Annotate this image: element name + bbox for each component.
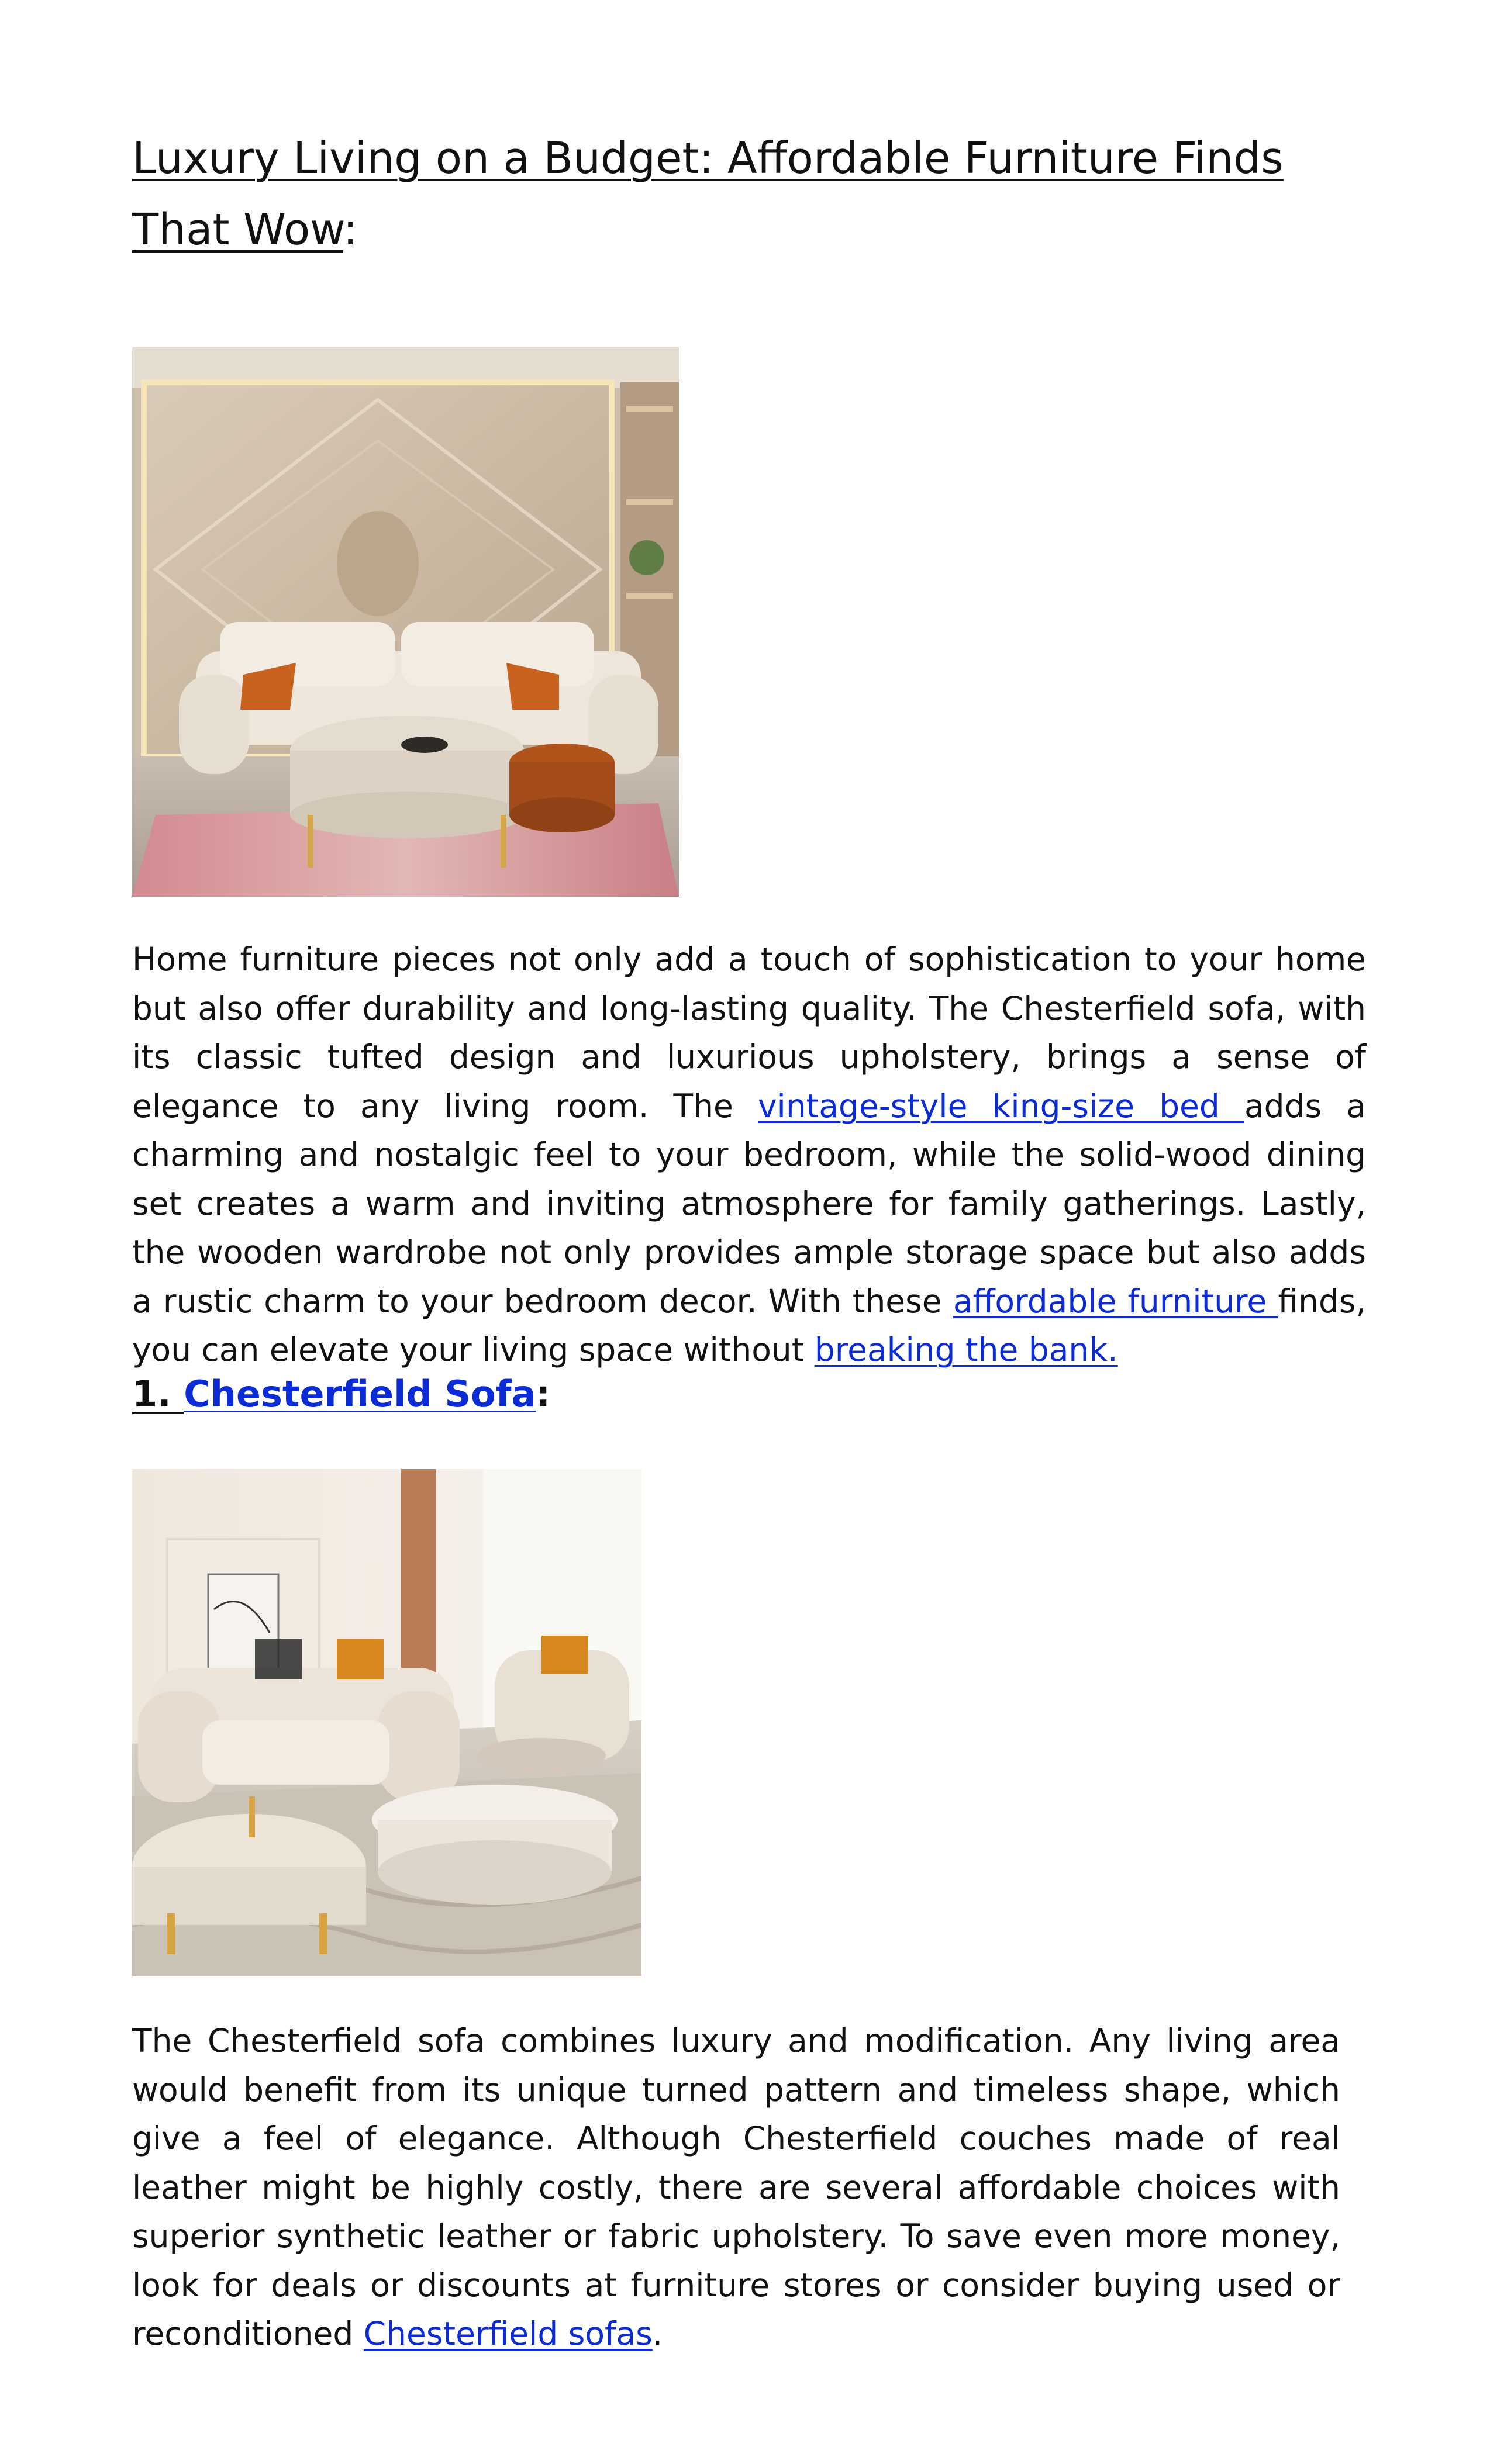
affordable-furniture-link[interactable]: affordable furniture (953, 1282, 1278, 1320)
section-number: 1. (132, 1373, 184, 1415)
vintage-king-bed-link[interactable]: vintage-style king-size bed (757, 1087, 1244, 1125)
chesterfield-text-1: The Chesterfield sofa combines luxury and modification. Any living area would benefit from its unique turned pattern and timeless shape, which give a feel of elegance. Although Chesterfield couches made of real leather might be highly costly, there are several affordable choices with superior synthetic leather or fabric upholstery. To save even more money, look for deals or discounts at furniture stores or consider buying used or reconditioned (132, 2022, 1340, 2352)
section-colon: : (536, 1373, 551, 1415)
chesterfield-sofas-link[interactable]: Chesterfield sofas (363, 2315, 653, 2352)
living-room-illustration (132, 347, 679, 897)
living-room-photo (132, 347, 679, 897)
chesterfield-sofa-link[interactable]: Chesterfield Sofa (184, 1373, 536, 1415)
section-heading-chesterfield (132, 1368, 550, 1421)
breaking-the-bank-link[interactable]: breaking the bank. (814, 1331, 1118, 1368)
title-colon: : (343, 205, 358, 255)
chesterfield-sofa-photo (132, 1469, 641, 1976)
chesterfield-text-2: . (652, 2315, 663, 2352)
intro-text-1: Home furniture pieces not only add a touch of sophistication to your home but also offer durability and long-lasting quality. The Chesterfield sofa, with its classic tufted design and luxurious upholstery, brings a sense of elegance to any living room. The (132, 941, 1366, 1125)
chesterfield-room-illustration (132, 1469, 641, 1976)
intro-paragraph (132, 935, 1366, 1375)
intro-text-2: adds a charming and nostalgic feel to your bedroom, while the solid-wood dining set creates a warm and inviting atmosphere for family gatherings. Lastly, the wooden wardrobe not only provides ample storage space but also adds a rustic charm to your bedroom decor. With these (132, 1087, 1366, 1320)
title-text: Luxury Living on a Budget: Affordable Furniture Finds That Wow (132, 133, 1284, 255)
intro-text-3: finds, you can elevate your living space without (132, 1282, 1366, 1368)
page-title (132, 123, 1389, 265)
chesterfield-paragraph (132, 2017, 1340, 2359)
